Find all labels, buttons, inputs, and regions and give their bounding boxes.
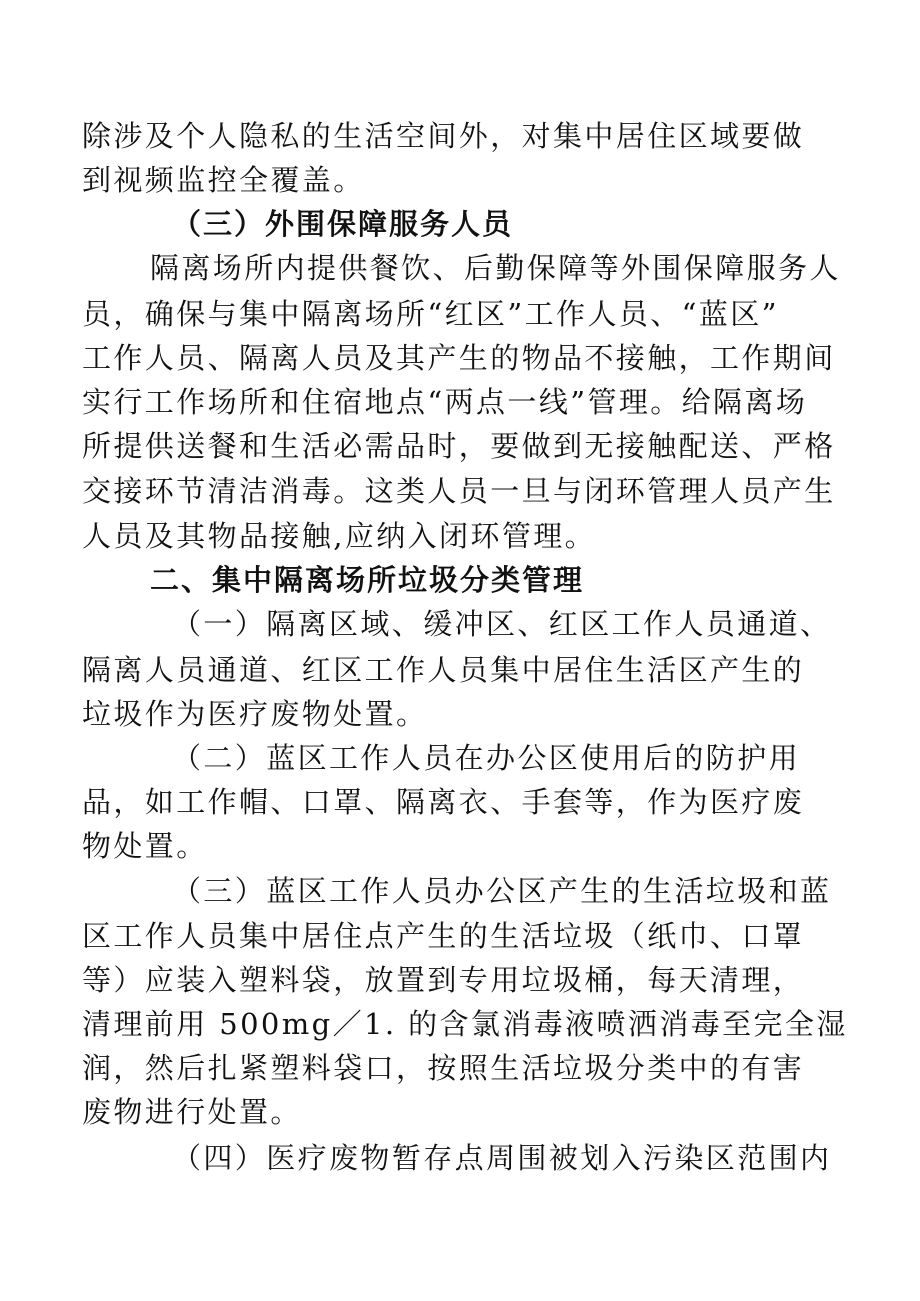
body-text-line: 员，确保与集中隔离场所“红区”工作人员、“蓝区”: [82, 297, 779, 331]
body-text-line: 工作人员、隔离人员及其产生的物品不接触，工作期间: [82, 341, 836, 375]
body-text-line: 清理前用 500mg／1. 的含氯消毒液喷洒消毒至完全湿: [82, 1007, 848, 1041]
body-text-line: 隔离人员通道、红区工作人员集中居住生活区产生的: [82, 653, 805, 687]
body-text-line: （三）蓝区工作人员办公区产生的生活垃圾和蓝: [172, 874, 832, 908]
section-heading: 二、集中隔离场所垃圾分类管理: [150, 563, 585, 597]
body-text-line: 隔离场所内提供餐饮、后勤保障等外围保障服务人: [150, 251, 841, 285]
body-text-line: 除涉及个人隐私的生活空间外，对集中居住区域要做: [82, 119, 805, 153]
body-text-line: 到视频监控全覆盖。: [82, 163, 365, 197]
body-text-line: 物处置。: [82, 829, 208, 863]
body-text-line: 所提供送餐和生活必需品时，要做到无接触配送、严格: [82, 429, 836, 463]
body-text-line: 实行工作场所和住宿地点“两点一线”管理。给隔离场: [82, 385, 808, 419]
body-text-line: 废物进行处置。: [82, 1095, 302, 1129]
body-text-line: （四）医疗废物暂存点周围被划入污染区范围内: [172, 1141, 832, 1175]
body-text-line: 品，如工作帽、口罩、隔离衣、手套等，作为医疗废: [82, 785, 805, 819]
section-heading: （三）外围保障服务人员: [172, 207, 514, 241]
body-text-line: 区工作人员集中居住点产生的生活垃圾（纸巾、口罩: [82, 919, 805, 953]
body-text-line: 交接环节清洁消毒。这类人员一旦与闭环管理人员产生: [82, 474, 836, 508]
body-text-line: 人员及其物品接触,应纳入闭环管理。: [82, 519, 597, 553]
body-text-line: （一）隔离区域、缓冲区、红区工作人员通道、: [172, 607, 832, 641]
body-text-line: 垃圾作为医疗废物处置。: [82, 697, 428, 731]
body-text-line: 等）应装入塑料袋，放置到专用垃圾桶，每天清理，: [82, 963, 805, 997]
body-text-line: （二）蓝区工作人员在办公区使用后的防护用: [172, 741, 801, 775]
body-text-line: 润，然后扎紧塑料袋口，按照生活垃圾分类中的有害: [82, 1051, 805, 1085]
